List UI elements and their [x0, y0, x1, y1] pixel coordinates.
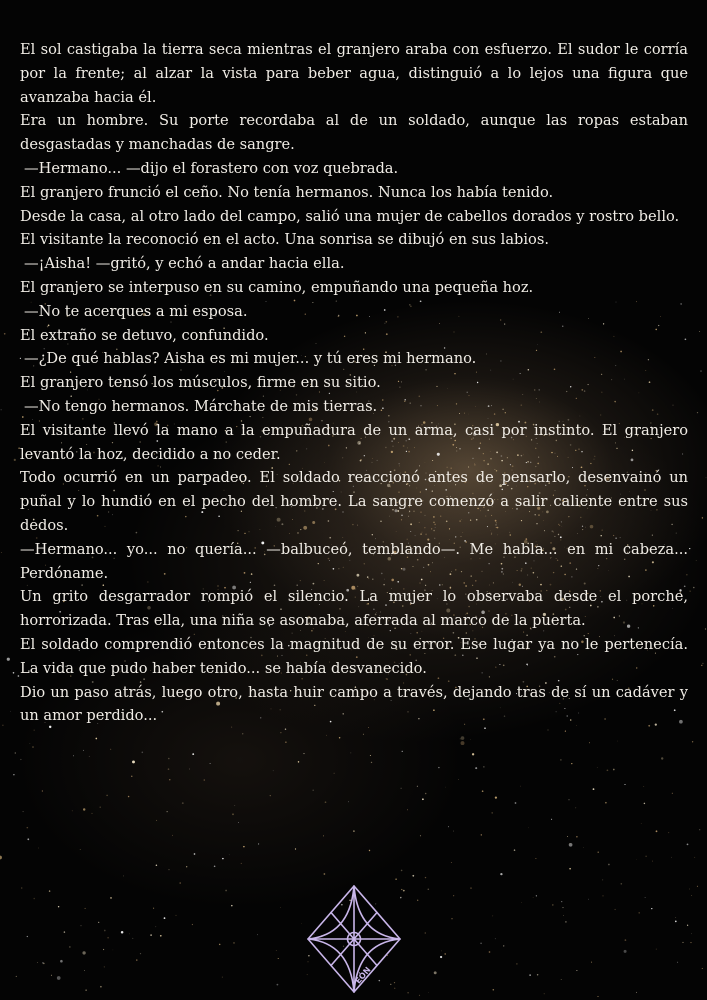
- star-particle: [403, 890, 405, 892]
- star-particle: [278, 958, 279, 959]
- star-particle: [475, 767, 477, 769]
- star-particle: [489, 951, 491, 953]
- star-particle: [569, 868, 571, 870]
- star-particle: [164, 917, 166, 919]
- paragraph-6: El visitante la reconoció en el acto. Una sonrisa se dibujó en sus labios.: [20, 231, 549, 249]
- star-particle: [652, 861, 653, 862]
- star-particle: [401, 788, 402, 789]
- star-particle: [395, 878, 397, 880]
- star-particle: [699, 829, 700, 830]
- star-particle: [179, 882, 181, 884]
- star-particle: [168, 758, 170, 760]
- star-particle: [106, 795, 108, 797]
- star-particle: [500, 873, 502, 875]
- star-particle: [692, 741, 693, 742]
- star-particle: [131, 776, 132, 777]
- star-particle: [544, 993, 545, 994]
- star-particle: [276, 950, 277, 951]
- star-particle: [694, 857, 695, 858]
- star-particle: [324, 873, 326, 875]
- star-particle: [480, 942, 482, 944]
- star-particle: [18, 675, 20, 677]
- star-particle: [273, 770, 274, 771]
- star-particle: [69, 946, 70, 947]
- star-particle: [568, 799, 569, 800]
- star-particle: [7, 658, 10, 661]
- paragraph-11: —¿De qué hablas? Aisha es mi mujer... y tú eres mi hermano.: [24, 350, 477, 368]
- star-particle: [110, 897, 112, 899]
- star-particle: [21, 887, 22, 888]
- star-particle: [706, 477, 707, 478]
- star-particle: [591, 962, 592, 963]
- star-particle: [425, 877, 426, 878]
- star-particle: [481, 834, 482, 835]
- star-particle: [16, 976, 17, 977]
- star-particle: [369, 850, 370, 851]
- star-particle: [458, 779, 459, 780]
- star-particle: [32, 746, 34, 748]
- star-particle: [103, 949, 104, 950]
- star-particle: [95, 738, 97, 740]
- star-particle: [20, 759, 21, 760]
- star-particle: [370, 755, 371, 756]
- star-particle: [571, 763, 572, 764]
- star-particle: [27, 936, 28, 937]
- star-particle: [636, 859, 637, 860]
- star-particle: [696, 560, 697, 561]
- star-particle: [280, 732, 281, 733]
- star-particle: [460, 738, 461, 739]
- star-particle: [597, 996, 598, 997]
- star-particle: [42, 790, 43, 791]
- star-particle: [402, 751, 403, 752]
- star-particle: [204, 779, 206, 781]
- star-particle: [2, 725, 3, 726]
- star-particle: [470, 739, 471, 740]
- star-particle: [602, 880, 603, 881]
- star-particle: [100, 807, 101, 808]
- star-particle: [689, 548, 690, 549]
- star-particle: [258, 843, 259, 844]
- star-particle: [160, 935, 162, 937]
- star-particle: [85, 908, 86, 909]
- star-particle: [238, 822, 239, 823]
- star-particle: [136, 959, 137, 960]
- logo-text: EÓN: [353, 965, 373, 986]
- star-particle: [37, 962, 38, 963]
- star-particle: [521, 902, 522, 903]
- paragraph-1: El sol castigaba la tierra seca mientras el granjero araba con esfuerzo. El sudor le corría por la frente; al alzar la vista para beber agua, distinguió a lo lejos una figura que avanzaba hacia él.: [20, 41, 688, 106]
- star-particle: [675, 921, 677, 923]
- star-particle: [14, 459, 16, 461]
- star-particle: [645, 897, 646, 898]
- star-particle: [419, 995, 420, 996]
- star-particle: [576, 836, 578, 838]
- star-particle: [168, 768, 170, 770]
- star-particle: [621, 883, 623, 885]
- star-particle: [229, 854, 230, 855]
- star-particle: [231, 905, 233, 907]
- star-particle: [569, 843, 573, 847]
- star-particle: [58, 906, 59, 907]
- star-particle: [363, 734, 364, 735]
- star-particle: [705, 628, 706, 629]
- paragraph-8: El granjero se interpuso en su camino, empuñando una pequeña hoz.: [20, 278, 534, 296]
- star-particle: [83, 750, 84, 751]
- star-particle: [535, 858, 536, 859]
- star-particle: [570, 843, 571, 844]
- star-particle: [470, 887, 472, 889]
- star-particle: [482, 790, 484, 792]
- star-particle: [219, 944, 221, 946]
- paragraph-3: —Hermano... —dijo el forastero con voz quebrada.: [24, 159, 399, 177]
- star-particle: [529, 974, 530, 975]
- star-particle: [683, 942, 684, 943]
- star-particle: [643, 786, 644, 787]
- star-particle: [257, 934, 258, 935]
- star-particle: [425, 932, 426, 933]
- star-particle: [448, 826, 449, 827]
- paragraph-10: El extraño se detuvo, confundido.: [20, 326, 269, 344]
- star-particle: [49, 890, 50, 891]
- star-particle: [563, 915, 564, 916]
- star-particle: [1, 552, 2, 553]
- star-particle: [656, 830, 658, 832]
- star-particle: [495, 938, 496, 939]
- star-particle: [690, 942, 691, 943]
- star-particle: [536, 895, 537, 896]
- star-particle: [142, 752, 144, 754]
- star-particle: [80, 849, 81, 850]
- star-particle: [645, 856, 646, 857]
- star-particle: [298, 761, 299, 762]
- star-particle: [128, 796, 130, 798]
- star-particle: [461, 741, 465, 745]
- star-particle: [561, 901, 562, 902]
- star-particle: [668, 832, 669, 833]
- star-particle: [150, 934, 152, 936]
- star-particle: [551, 819, 552, 820]
- star-particle: [113, 950, 114, 951]
- star-particle: [82, 951, 85, 954]
- star-particle: [675, 917, 676, 918]
- star-particle: [15, 752, 16, 753]
- star-particle: [214, 866, 216, 868]
- star-particle: [472, 753, 474, 755]
- star-particle: [515, 802, 517, 804]
- star-particle: [420, 835, 421, 836]
- star-particle: [104, 966, 105, 967]
- diamond-compass-logo-icon: [306, 884, 402, 994]
- star-particle: [270, 795, 271, 796]
- star-particle: [326, 735, 327, 736]
- star-particle: [33, 898, 35, 900]
- star-particle: [176, 915, 177, 916]
- star-particle: [242, 733, 243, 734]
- star-particle: [233, 942, 235, 944]
- star-particle: [691, 895, 692, 896]
- star-particle: [121, 931, 124, 934]
- star-particle: [51, 975, 52, 976]
- star-particle: [608, 864, 610, 866]
- star-particle: [194, 853, 196, 855]
- paragraph-12: El granjero tensó los músculos, firme en su sitio.: [20, 374, 381, 392]
- star-particle: [285, 742, 286, 743]
- star-particle: [516, 963, 517, 964]
- star-particle: [597, 767, 598, 768]
- star-particle: [241, 863, 242, 864]
- star-particle: [528, 827, 529, 828]
- star-particle: [428, 888, 430, 890]
- star-particle: [89, 756, 90, 757]
- star-particle: [192, 753, 194, 755]
- star-particle: [110, 749, 111, 750]
- star-particle: [23, 811, 24, 812]
- star-particle: [537, 974, 538, 975]
- star-particle: [598, 852, 599, 853]
- paragraph-7: —¡Aisha! —gritó, y echó a andar hacia ella.: [24, 255, 345, 273]
- star-particle: [491, 812, 493, 814]
- star-particle: [461, 736, 465, 740]
- star-particle: [43, 963, 44, 964]
- star-particle: [83, 808, 85, 810]
- star-particle: [453, 895, 454, 896]
- star-particle: [155, 926, 156, 927]
- star-particle: [492, 916, 493, 917]
- star-particle: [140, 953, 141, 954]
- star-particle: [313, 790, 314, 791]
- star-particle: [589, 742, 590, 743]
- star-particle: [4, 333, 6, 335]
- star-particle: [613, 769, 615, 771]
- star-particle: [617, 741, 618, 742]
- star-particle: [350, 752, 351, 753]
- star-particle: [84, 970, 85, 971]
- star-particle: [677, 962, 678, 963]
- star-particle: [325, 801, 327, 803]
- star-particle: [548, 730, 549, 731]
- star-particle: [656, 949, 657, 950]
- star-particle: [422, 798, 424, 800]
- star-particle: [593, 788, 595, 790]
- star-particle: [483, 766, 484, 767]
- star-particle: [27, 827, 29, 829]
- star-particle: [425, 793, 427, 795]
- star-particle: [277, 984, 279, 986]
- star-particle: [232, 813, 234, 815]
- star-particle: [428, 992, 429, 993]
- star-particle: [671, 857, 672, 858]
- star-particle: [615, 909, 616, 910]
- star-particle: [636, 992, 637, 993]
- star-particle: [562, 907, 563, 908]
- star-particle: [27, 838, 29, 840]
- paragraph-15: Todo ocurrió en un parpadeo. El soldado reaccionó antes de pensarlo, desenvainó un puñal y lo hundió en el pecho del hombre. La sangre comenzó a salir caliente entre sus dedos.: [20, 469, 688, 534]
- star-particle: [576, 970, 577, 971]
- paragraph-17: Un grito desgarrador rompió el silencio. La mujer lo observaba desde el porche, horrorizada. Tras ella, una niña se asomaba, aferrada al marco de la puerta.: [20, 588, 688, 630]
- star-particle: [243, 846, 245, 848]
- star-particle: [520, 786, 521, 787]
- paragraph-4: El granjero frunció el ceño. No tenía hermanos. Nunca los había tenido.: [20, 183, 554, 201]
- star-particle: [661, 757, 663, 759]
- star-particle: [64, 931, 65, 932]
- star-particle: [339, 737, 340, 738]
- star-particle: [401, 870, 403, 872]
- star-particle: [552, 904, 554, 906]
- paragraph-13: —No tengo hermanos. Márchate de mis tierras.: [24, 397, 378, 415]
- star-particle: [641, 823, 642, 824]
- star-particle: [560, 759, 562, 761]
- star-particle: [100, 986, 102, 988]
- story-text: [20, 38, 688, 728]
- star-particle: [445, 787, 446, 788]
- star-particle: [0, 856, 2, 860]
- star-particle: [104, 930, 106, 932]
- star-particle: [493, 989, 495, 991]
- star-particle: [495, 796, 497, 798]
- star-particle: [91, 813, 92, 814]
- paragraph-19: Dio un paso atrás, luego otro, hasta huir campo a través, dejando tras de sí un cadáver y un amor perdido...: [20, 683, 688, 725]
- star-particle: [607, 769, 609, 771]
- star-particle: [503, 945, 504, 946]
- star-particle: [85, 989, 86, 990]
- star-particle: [699, 331, 700, 332]
- star-particle: [280, 907, 281, 908]
- star-particle: [624, 950, 627, 953]
- star-particle: [588, 899, 589, 900]
- star-particle: [691, 933, 692, 934]
- star-particle: [644, 803, 646, 805]
- star-particle: [417, 900, 418, 901]
- star-particle: [13, 672, 15, 674]
- star-particle: [156, 864, 158, 866]
- paragraph-16: —Hermano... yo... no quería... —balbuceó, temblando—. Me habla... en mi cabeza... Perdóname.: [20, 540, 688, 582]
- star-particle: [697, 886, 698, 887]
- star-particle: [514, 849, 516, 851]
- star-particle: [583, 847, 584, 848]
- star-particle: [561, 979, 562, 980]
- star-particle: [444, 953, 445, 954]
- star-particle: [57, 976, 61, 980]
- star-particle: [702, 663, 703, 664]
- star-particle: [702, 968, 703, 969]
- star-particle: [638, 912, 639, 913]
- star-particle: [565, 921, 567, 923]
- star-particle: [693, 587, 695, 589]
- paragraph-18: El soldado comprendió entonces la magnitud de su error. Ese lugar ya no le pertenecía. La vida que pudo haber tenido... se había desvanecido.: [20, 635, 688, 677]
- star-particle: [192, 924, 193, 925]
- star-particle: [107, 937, 109, 939]
- star-particle: [407, 809, 408, 810]
- star-particle: [189, 768, 190, 769]
- star-particle: [210, 763, 211, 764]
- star-particle: [690, 591, 691, 592]
- star-particle: [434, 971, 437, 974]
- star-particle: [323, 835, 324, 836]
- star-particle: [438, 767, 439, 768]
- star-particle: [651, 908, 652, 909]
- star-particle: [575, 807, 576, 808]
- star-particle: [13, 774, 14, 775]
- star-particle: [182, 802, 184, 804]
- star-particle: [407, 992, 408, 993]
- star-particle: [10, 711, 11, 712]
- star-particle: [700, 371, 701, 372]
- star-particle: [123, 875, 124, 876]
- star-particle: [672, 793, 673, 794]
- paragraph-5: Desde la casa, al otro lado del campo, salió una mujer de cabellos dorados y rostro bello.: [20, 207, 680, 225]
- star-particle: [222, 858, 223, 859]
- star-particle: [451, 862, 452, 863]
- star-particle: [697, 412, 698, 413]
- star-particle: [186, 866, 187, 867]
- star-particle: [533, 897, 534, 898]
- star-particle: [353, 830, 355, 832]
- star-particle: [38, 848, 39, 849]
- star-particle: [303, 753, 304, 754]
- star-particle: [295, 848, 296, 849]
- star-particle: [81, 925, 82, 926]
- star-particle: [567, 836, 568, 837]
- star-particle: [234, 805, 235, 806]
- star-particle: [624, 784, 625, 785]
- paragraph-9: —No te acerques a mi esposa.: [24, 302, 248, 320]
- star-particle: [440, 956, 442, 958]
- star-particle: [625, 939, 627, 941]
- paragraph-2: Era un hombre. Su porte recordaba al de un soldado, aunque las ropas estaban desgastadas y manchadas de sangre.: [20, 112, 688, 154]
- star-particle: [451, 918, 452, 919]
- star-particle: [334, 773, 335, 774]
- star-particle: [702, 517, 703, 518]
- star-particle: [605, 802, 607, 804]
- star-particle: [687, 844, 689, 846]
- star-particle: [129, 934, 130, 935]
- star-particle: [417, 786, 418, 787]
- star-particle: [156, 820, 157, 821]
- star-particle: [98, 922, 99, 923]
- star-particle: [453, 831, 454, 832]
- star-particle: [60, 960, 63, 963]
- star-particle: [348, 801, 349, 802]
- star-particle: [169, 779, 170, 780]
- star-particle: [689, 889, 690, 890]
- star-particle: [73, 755, 74, 756]
- star-particle: [441, 950, 442, 951]
- star-particle: [33, 729, 34, 730]
- star-particle: [701, 665, 702, 666]
- star-particle: [72, 810, 73, 811]
- star-particle: [153, 908, 154, 909]
- star-particle: [168, 869, 169, 870]
- star-particle: [172, 835, 173, 836]
- star-particle: [225, 890, 227, 892]
- star-particle: [1, 409, 2, 410]
- star-particle: [412, 875, 414, 877]
- star-particle: [222, 977, 223, 978]
- star-particle: [30, 743, 31, 744]
- star-particle: [132, 938, 133, 939]
- star-particle: [285, 728, 286, 729]
- star-particle: [602, 895, 603, 896]
- star-particle: [167, 811, 168, 812]
- star-particle: [687, 925, 688, 926]
- star-particle: [301, 923, 302, 924]
- star-particle: [371, 762, 372, 763]
- star-particle: [565, 731, 566, 732]
- star-particle: [132, 760, 135, 763]
- paragraph-14: El visitante llevó la mano a la empuñadura de un arma, casi por instinto. El granjero levantó la hoz, decidido a no ceder.: [20, 421, 688, 463]
